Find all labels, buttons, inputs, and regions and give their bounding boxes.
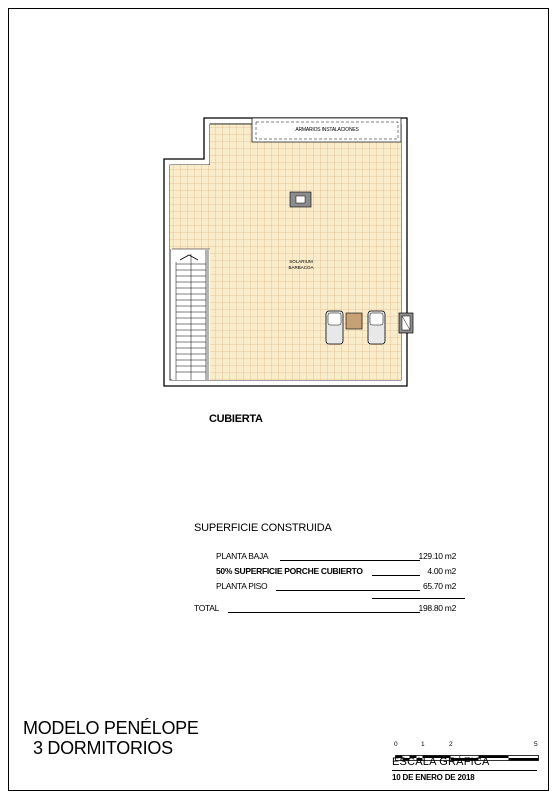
- storage-label: ARMARIOS INSTALACIONES: [295, 127, 359, 133]
- surface-row-upper: [216, 581, 456, 593]
- surface-row-value: 129.10 m2: [418, 551, 456, 561]
- leader-line: [280, 560, 420, 561]
- surface-title: SUPERFICIE CONSTRUIDA: [194, 522, 332, 534]
- surface-row-label: 50% SUPERFICIE PORCHE CUBIERTO: [216, 566, 363, 576]
- total-rule: [372, 598, 465, 599]
- total-label: TOTAL: [194, 603, 220, 613]
- drawing-date: 10 DE ENERO DE 2018: [392, 773, 475, 782]
- model-bedrooms: 3 DORMITORIOS: [33, 738, 173, 758]
- total-value: 198.80 m2: [418, 603, 456, 613]
- surface-row-value: 4.00 m2: [427, 566, 456, 576]
- leader-line: [228, 612, 420, 613]
- level-title: CUBIERTA: [209, 413, 263, 425]
- solarium-label: [276, 259, 326, 271]
- surface-row-total: [194, 603, 456, 615]
- model-name: MODELO PENÉLOPE: [23, 718, 199, 738]
- scale-tick-1: 1: [421, 741, 425, 748]
- solarium-label-line2: BARBACOA: [288, 265, 314, 270]
- surface-row-porch: [216, 566, 456, 578]
- scale-tick-2: 2: [449, 741, 453, 748]
- scale-tick-5: 5: [534, 741, 538, 748]
- model-title: [23, 718, 199, 758]
- scale-underline: [392, 770, 537, 771]
- leader-line: [372, 575, 420, 576]
- solarium-label-line1: SOLARIUM: [289, 259, 313, 264]
- surface-row-label: PLANTA BAJA: [216, 551, 269, 561]
- roof-floor-plan: [160, 114, 420, 388]
- surface-row-value: 65.70 m2: [422, 581, 456, 591]
- leader-line: [276, 590, 420, 591]
- scale-tick-0: 0: [394, 741, 398, 748]
- surface-row-label: PLANTA PISO: [216, 581, 268, 591]
- plan-drawing: [160, 114, 420, 388]
- surface-row-ground: [216, 551, 456, 563]
- scale-title: ESCALA GRÁFICA: [392, 756, 490, 768]
